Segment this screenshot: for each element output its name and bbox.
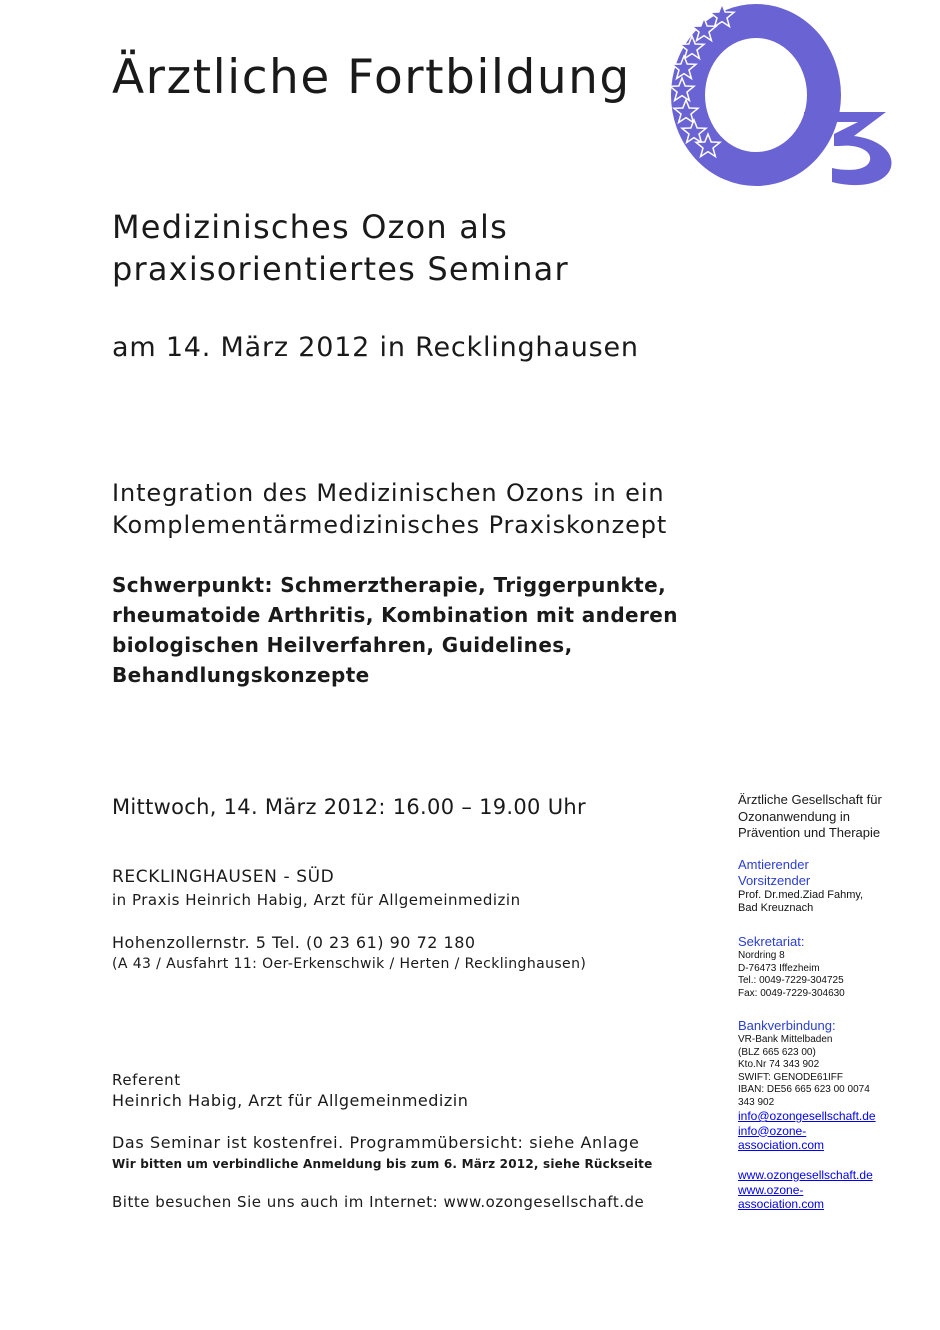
chair-heading: Vorsitzender bbox=[738, 873, 811, 888]
registration-note: Wir bitten um verbindliche Anmeldung bis zum 6. März 2012, siehe Rückseite bbox=[112, 1157, 653, 1171]
seminar-subtitle bbox=[112, 206, 569, 290]
integration-line: Komplementärmedizinisches Praxiskonzept bbox=[112, 511, 668, 539]
event-directions: (A 43 / Ausfahrt 11: Oer-Erkenschwik / Herten / Recklinghausen) bbox=[112, 956, 587, 972]
website-link[interactable]: www.ozongesellschaft.de bbox=[738, 1168, 873, 1182]
chair-name: Prof. Dr.med.Ziad Fahmy, bbox=[738, 889, 864, 901]
email-link[interactable]: association.com bbox=[738, 1138, 825, 1152]
secretariat-tel: Tel.: 0049-7229-304725 bbox=[738, 975, 844, 986]
sidebar-bank bbox=[738, 1018, 928, 1153]
bank-swift: SWIFT: GENODE61IFF bbox=[738, 1071, 844, 1083]
secretariat-street: Nordring 8 bbox=[738, 950, 785, 961]
page-title: Ärztliche Fortbildung bbox=[112, 50, 631, 105]
bank-iban: 343 902 bbox=[738, 1096, 775, 1108]
seminar-date: am 14. März 2012 in Recklinghausen bbox=[112, 332, 639, 363]
subtitle-line: Medizinisches Ozon als bbox=[112, 208, 509, 246]
focus-line: biologischen Heilverfahren, Guidelines, bbox=[112, 633, 573, 657]
referent-name: Heinrich Habig, Arzt für Allgemeinmedizin bbox=[112, 1091, 469, 1110]
event-time: Mittwoch, 14. März 2012: 16.00 – 19.00 Uhr bbox=[112, 795, 586, 819]
referent-label: Referent bbox=[112, 1071, 181, 1089]
subtitle-line: praxisorientiertes Seminar bbox=[112, 250, 569, 288]
focus-topics bbox=[112, 570, 692, 690]
email-link[interactable]: info@ozongesellschaft.de bbox=[738, 1109, 876, 1123]
event-address: Hohenzollernstr. 5 Tel. (0 23 61) 90 72 180 bbox=[112, 933, 476, 952]
free-note: Das Seminar ist kostenfrei. Programmübersicht: siehe Anlage bbox=[112, 1133, 640, 1152]
bank-account: Kto.Nr 74 343 902 bbox=[738, 1059, 820, 1070]
sidebar-web bbox=[738, 1168, 928, 1212]
bank-name: VR-Bank Mittelbaden bbox=[738, 1034, 833, 1045]
focus-line: rheumatoide Arthritis, Kombination mit anderen bbox=[112, 603, 678, 627]
event-location: RECKLINGHAUSEN - SÜD bbox=[112, 867, 335, 887]
bank-blz: (BLZ 665 623 00) bbox=[738, 1046, 816, 1058]
website-link[interactable]: association.com bbox=[738, 1197, 825, 1211]
integration-line: Integration des Medizinischen Ozons in ein bbox=[112, 479, 665, 507]
sidebar-secretariat bbox=[738, 934, 928, 1000]
secretariat-fax: Fax: 0049-7229-304630 bbox=[738, 987, 845, 999]
sidebar-chair bbox=[738, 857, 928, 915]
org-line: Prävention und Therapie bbox=[738, 825, 881, 840]
focus-line: Schwerpunkt: Schmerztherapie, Triggerpunkte, bbox=[112, 573, 667, 597]
bank-iban: IBAN: DE56 665 623 00 0074 bbox=[738, 1084, 870, 1095]
integration-heading bbox=[112, 477, 667, 541]
website-link[interactable]: www.ozone- bbox=[738, 1182, 804, 1197]
chair-heading: Amtierender bbox=[738, 857, 809, 872]
event-practice: in Praxis Heinrich Habig, Arzt für Allgemeinmedizin bbox=[112, 891, 521, 909]
bank-heading: Bankverbindung: bbox=[738, 1018, 836, 1033]
focus-line: Behandlungskonzepte bbox=[112, 663, 370, 687]
o3-logo bbox=[664, 0, 904, 200]
chair-city: Bad Kreuznach bbox=[738, 902, 814, 914]
sidebar-organization bbox=[738, 792, 928, 842]
website-note: Bitte besuchen Sie uns auch im Internet: www.ozongesellschaft.de bbox=[112, 1193, 645, 1211]
org-line: Ärztliche Gesellschaft für bbox=[738, 792, 882, 807]
org-line: Ozonanwendung in bbox=[738, 808, 851, 824]
secretariat-city: D-76473 Iffezheim bbox=[738, 962, 820, 974]
secretariat-heading: Sekretariat: bbox=[738, 934, 805, 949]
email-link[interactable]: info@ozone- bbox=[738, 1123, 807, 1138]
